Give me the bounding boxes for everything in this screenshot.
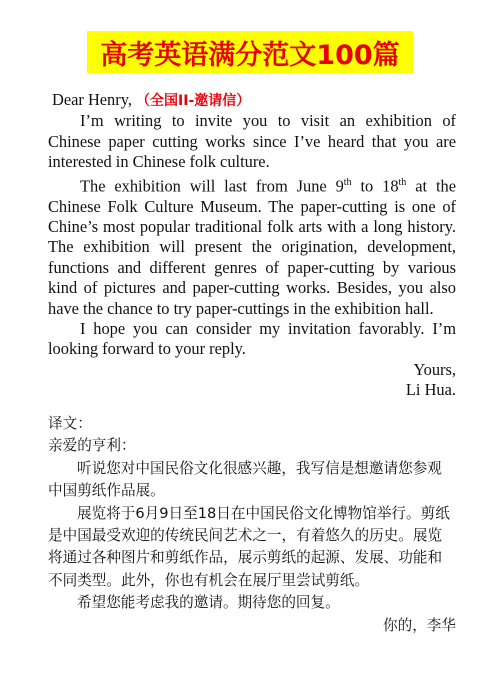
p2-part-c: at the Chinese Folk Culture Museum. The paper-cutting is one of Chine’s most popular traditional folk arts with a long history. The exhibition will present the origination, development, functions and different genres of paper-cutting by various kind of pictures and paper-cutting works. Besides, you also have the chance to try paper-cuttings in the exhibition hall. — [48, 176, 456, 318]
p2-sup-2: th — [398, 176, 407, 188]
letter-salutation: Dear Henry, — [52, 90, 132, 109]
letter-closing-2: Li Hua. — [405, 380, 456, 400]
p2-part-a: The exhibition will last from June 9 — [80, 176, 344, 196]
p2-sup-1: th — [343, 176, 352, 188]
letter-paragraph-3: I hope you can consider my invitation favorably. I’m looking forward to your reply. — [48, 318, 456, 359]
translation-paragraph-2: 展览将于6月9日至18日在中国民俗文化博物馆举行。剪纸是中国最受欢迎的传统民间艺术之一，有着悠久的历史。展览将通过各种图片和剪纸作品，展示剪纸的起源、发展、功能和不同类型。此外，你也有机会在展厅里尝试剪纸。 — [48, 504, 450, 589]
banner-title: 高考英语满分范文100篇 — [100, 39, 400, 71]
translation-paragraph-3: 希望您能考虑我的邀请。期待您的回复。 — [77, 594, 340, 612]
english-letter — [48, 90, 456, 401]
translation-paragraph-1: 听说您对中国民俗文化很感兴趣，我写信是想邀请您参观中国剪纸作品展。 — [48, 459, 442, 500]
letter-paragraph-2 — [48, 173, 456, 319]
translation-closing: 你的，李华 — [383, 616, 456, 634]
chinese-translation — [48, 413, 456, 637]
title-banner — [87, 31, 413, 73]
letter-closing-1: Yours, — [413, 359, 456, 379]
letter-tag: （全国II-邀请信） — [136, 93, 251, 109]
translation-heading: 译文： — [48, 415, 92, 432]
letter-paragraph-1: I’m writing to invite you to visit an exhibition of Chinese paper cutting works since I’ve heard that you are interested in Chinese folk culture. — [48, 111, 456, 172]
p2-part-b: to 18 — [351, 176, 399, 196]
translation-salutation: 亲爱的亨利： — [48, 437, 136, 455]
letter-salutation-line — [52, 90, 456, 111]
